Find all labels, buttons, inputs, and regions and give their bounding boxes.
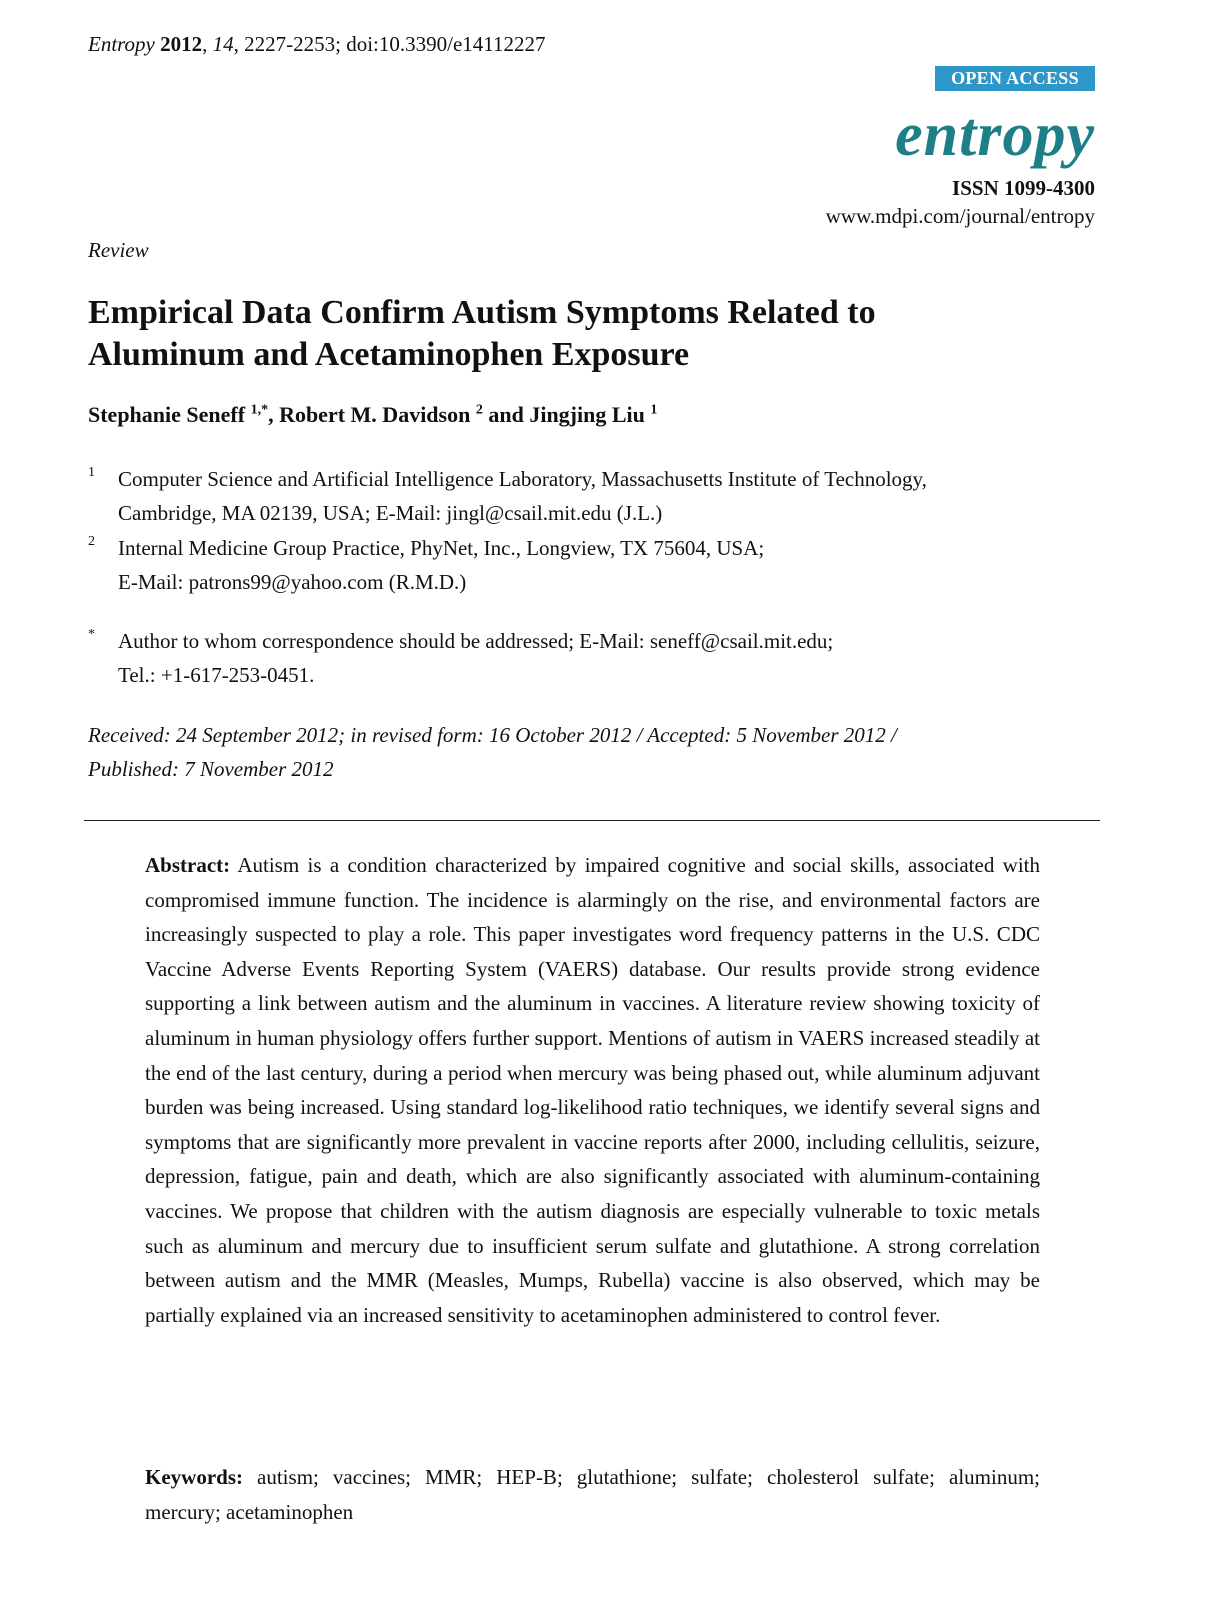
author-name: Jingjing Liu (529, 402, 645, 427)
affiliation-1 (88, 462, 1098, 530)
open-access-badge: OPEN ACCESS (935, 66, 1095, 91)
article-type: Review (88, 238, 149, 262)
author-separator: , (268, 402, 280, 427)
author-name: Stephanie Seneff (88, 402, 246, 427)
affiliation-line: Cambridge, MA 02139, USA; E-Mail: jingl@csail.mit.edu (J.L.) (118, 501, 663, 525)
affiliation-mark: 1 (88, 465, 95, 480)
abstract-text: Autism is a condition characterized by impaired cognitive and social skills, associated with compromised immune function. The incidence is alarmingly on the rise, and environmental factors are increasingly suspected to play a role. This paper investigates word frequency patterns in the U.S. CDC Vaccine Adverse Events Reporting System (VAERS) database. Our results provide strong evidence supporting a link between autism and the aluminum in vaccines. A literature review showing toxicity of aluminum in human physiology offers further support. Mentions of autism in VAERS increased steadily at the end of the last century, during a period when mercury was being phased out, while aluminum adjuvant burden was being increased. Using standard log-likelihood ratio techniques, we identify several signs and symptoms that are significantly more prevalent in vaccine reports after 2000, including cellulitis, seizure, depression, fatigue, pain and death, which are also significantly associated with aluminum-containing vaccines. We propose that children with the autism diagnosis are especially vulnerable to toxic metals such as aluminum and mercury due to insufficient serum sulfate and glutathione. A strong correlation between autism and the MMR (Measles, Mumps, Rubella) vaccine is also observed, which may be partially explained via an increased sensitivity to acetaminophen administered to control fever. (145, 853, 1040, 1327)
affiliation-line: Internal Medicine Group Practice, PhyNet, Inc., Longview, TX 75604, USA; (118, 536, 765, 560)
affiliation-2 (88, 531, 1098, 599)
issn: ISSN 1099-4300 (952, 176, 1095, 200)
affiliation-line: Tel.: +1-617-253-0451. (118, 663, 315, 687)
author-affiliation-mark: 1,* (250, 402, 269, 418)
keywords-text: autism; vaccines; MMR; HEP-B; glutathione; sulfate; cholesterol sulfate; aluminum; mercury; acetaminophen (145, 1465, 1040, 1524)
section-divider (84, 820, 1100, 821)
keywords-label: Keywords: (145, 1465, 243, 1489)
affiliation-line: E-Mail: patrons99@yahoo.com (R.M.D.) (118, 570, 467, 594)
title-line-1: Empirical Data Confirm Autism Symptoms Related to (88, 294, 876, 331)
affiliation-mark: * (88, 627, 95, 642)
journal-logo: entropy (895, 101, 1095, 169)
affiliation-line: Author to whom correspondence should be addressed; E-Mail: seneff@csail.mit.edu; (118, 629, 834, 653)
abstract (145, 848, 1040, 1332)
corresponding-author (88, 624, 1098, 692)
author-list (88, 402, 657, 428)
keywords (145, 1460, 1040, 1529)
affiliation-mark: 2 (88, 534, 95, 549)
article-title (88, 292, 1088, 376)
abstract-label: Abstract: (145, 853, 231, 877)
citation-line: Entropy 2012, 14, 2227-2253; doi:10.3390/e14112227 (88, 32, 546, 56)
journal-name: Entropy (88, 32, 155, 56)
author-name: Robert M. Davidson (279, 402, 471, 427)
year: 2012 (160, 32, 203, 56)
dates-line-2: Published: 7 November 2012 (88, 757, 334, 781)
dates-line-1: Received: 24 September 2012; in revised form: 16 October 2012 / Accepted: 5 November 2012 / (88, 723, 897, 747)
author-separator: and (482, 402, 530, 427)
author-affiliation-mark: 1 (650, 402, 658, 418)
volume: 14 (212, 32, 234, 56)
pages-doi: 2227-2253; doi:10.3390/e14112227 (244, 32, 546, 56)
publication-dates (88, 718, 1098, 786)
affiliation-line: Computer Science and Artificial Intelligence Laboratory, Massachusetts Institute of Technology, (118, 467, 927, 491)
author-affiliation-mark: 2 (475, 402, 483, 418)
title-line-2: Aluminum and Acetaminophen Exposure (88, 336, 690, 373)
journal-website-link[interactable]: www.mdpi.com/journal/entropy (825, 204, 1095, 228)
